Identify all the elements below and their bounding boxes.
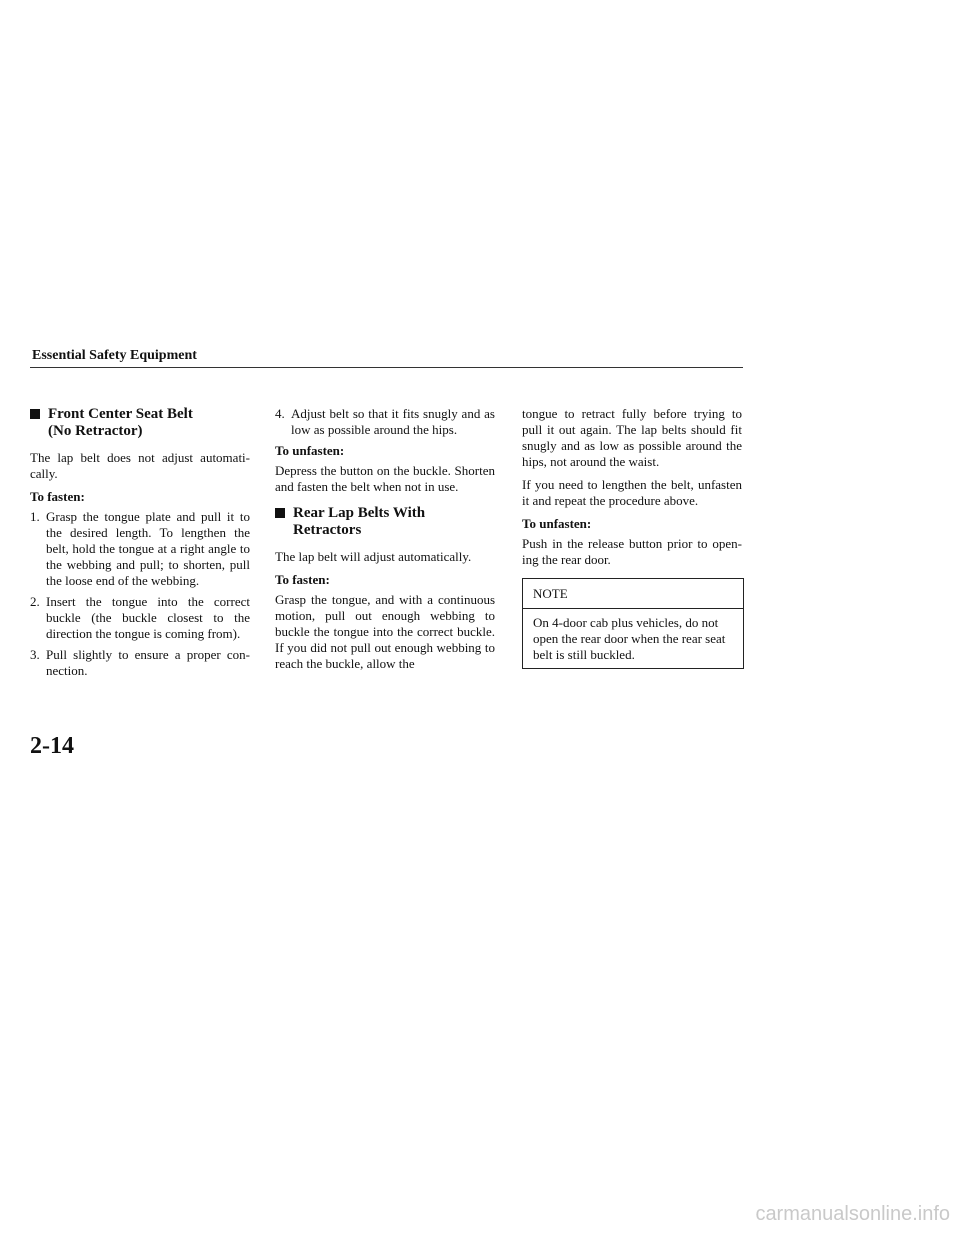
to-fasten-label: To fasten: [30, 489, 85, 504]
step-item [30, 647, 250, 679]
note-title: NOTE [523, 579, 743, 609]
heading-line-1: Front Center Seat Belt [48, 406, 193, 422]
continued-paragraph: tongue to retract fully before trying to pull it out again. The lap belts should fit snugly and as low as possible around the hips, not around the waist. [522, 406, 742, 469]
step-number: 4. [275, 406, 285, 421]
heading-line-1: Rear Lap Belts With [293, 505, 426, 521]
step-number: 3. [30, 647, 40, 662]
note-box [522, 578, 744, 669]
watermark: carmanualsonline.info [755, 1203, 950, 1225]
heading-line-2: (No Retractor) [48, 423, 143, 439]
bullet-square-icon [30, 409, 40, 419]
step-number: 1. [30, 509, 40, 524]
to-fasten-label: To fasten: [275, 572, 330, 587]
front-center-seat-belt-heading [30, 406, 250, 440]
step-text: Adjust belt so that it fits snugly and as low as possible around the hips. [291, 406, 495, 437]
step-item [275, 406, 495, 438]
step-item [30, 594, 250, 642]
step-text: Pull slightly to ensure a proper con-nection. [46, 647, 250, 678]
heading-line-2: Retractors [293, 522, 362, 538]
step-number: 2. [30, 594, 40, 609]
unfasten-paragraph: Depress the button on the buckle. Shorten and fasten the belt when not in use. [275, 463, 495, 494]
intro-paragraph: The lap belt does not adjust automati-cally. [30, 450, 250, 481]
unfasten-paragraph: Push in the release button prior to open-ing the rear door. [522, 536, 742, 567]
step-text: Insert the tongue into the correct buckle (the buckle closest to the direction the tongue is coming from). [46, 594, 250, 641]
page-number: 2-14 [30, 733, 74, 759]
column-1 [30, 406, 250, 684]
column-3 [522, 406, 742, 669]
column-2 [275, 406, 495, 679]
section-title: Essential Safety Equipment [32, 348, 197, 363]
header-divider [30, 367, 743, 368]
to-unfasten-label: To unfasten: [275, 443, 345, 458]
note-body: On 4-door cab plus vehicles, do not open the rear door when the rear seat belt is still buckled. [533, 615, 726, 662]
step-item [30, 509, 250, 589]
to-unfasten-label: To unfasten: [522, 516, 592, 531]
fasten-paragraph: Grasp the tongue, and with a continuous motion, pull out enough webbing to buckle the tongue into the correct buckle. If you did not pull out enough webbing to reach the buckle, allow the [275, 592, 495, 671]
intro-paragraph: The lap belt will adjust automatically. [275, 549, 472, 564]
bullet-square-icon [275, 508, 285, 518]
lengthen-paragraph: If you need to lengthen the belt, unfasten it and repeat the procedure above. [522, 477, 742, 508]
rear-lap-belts-heading [275, 505, 495, 539]
step-text: Grasp the tongue plate and pull it to the desired length. To lengthen the belt, hold the tongue at a right angle to the webbing and pull; to shorten, pull the loose end of the webbing. [46, 509, 250, 588]
